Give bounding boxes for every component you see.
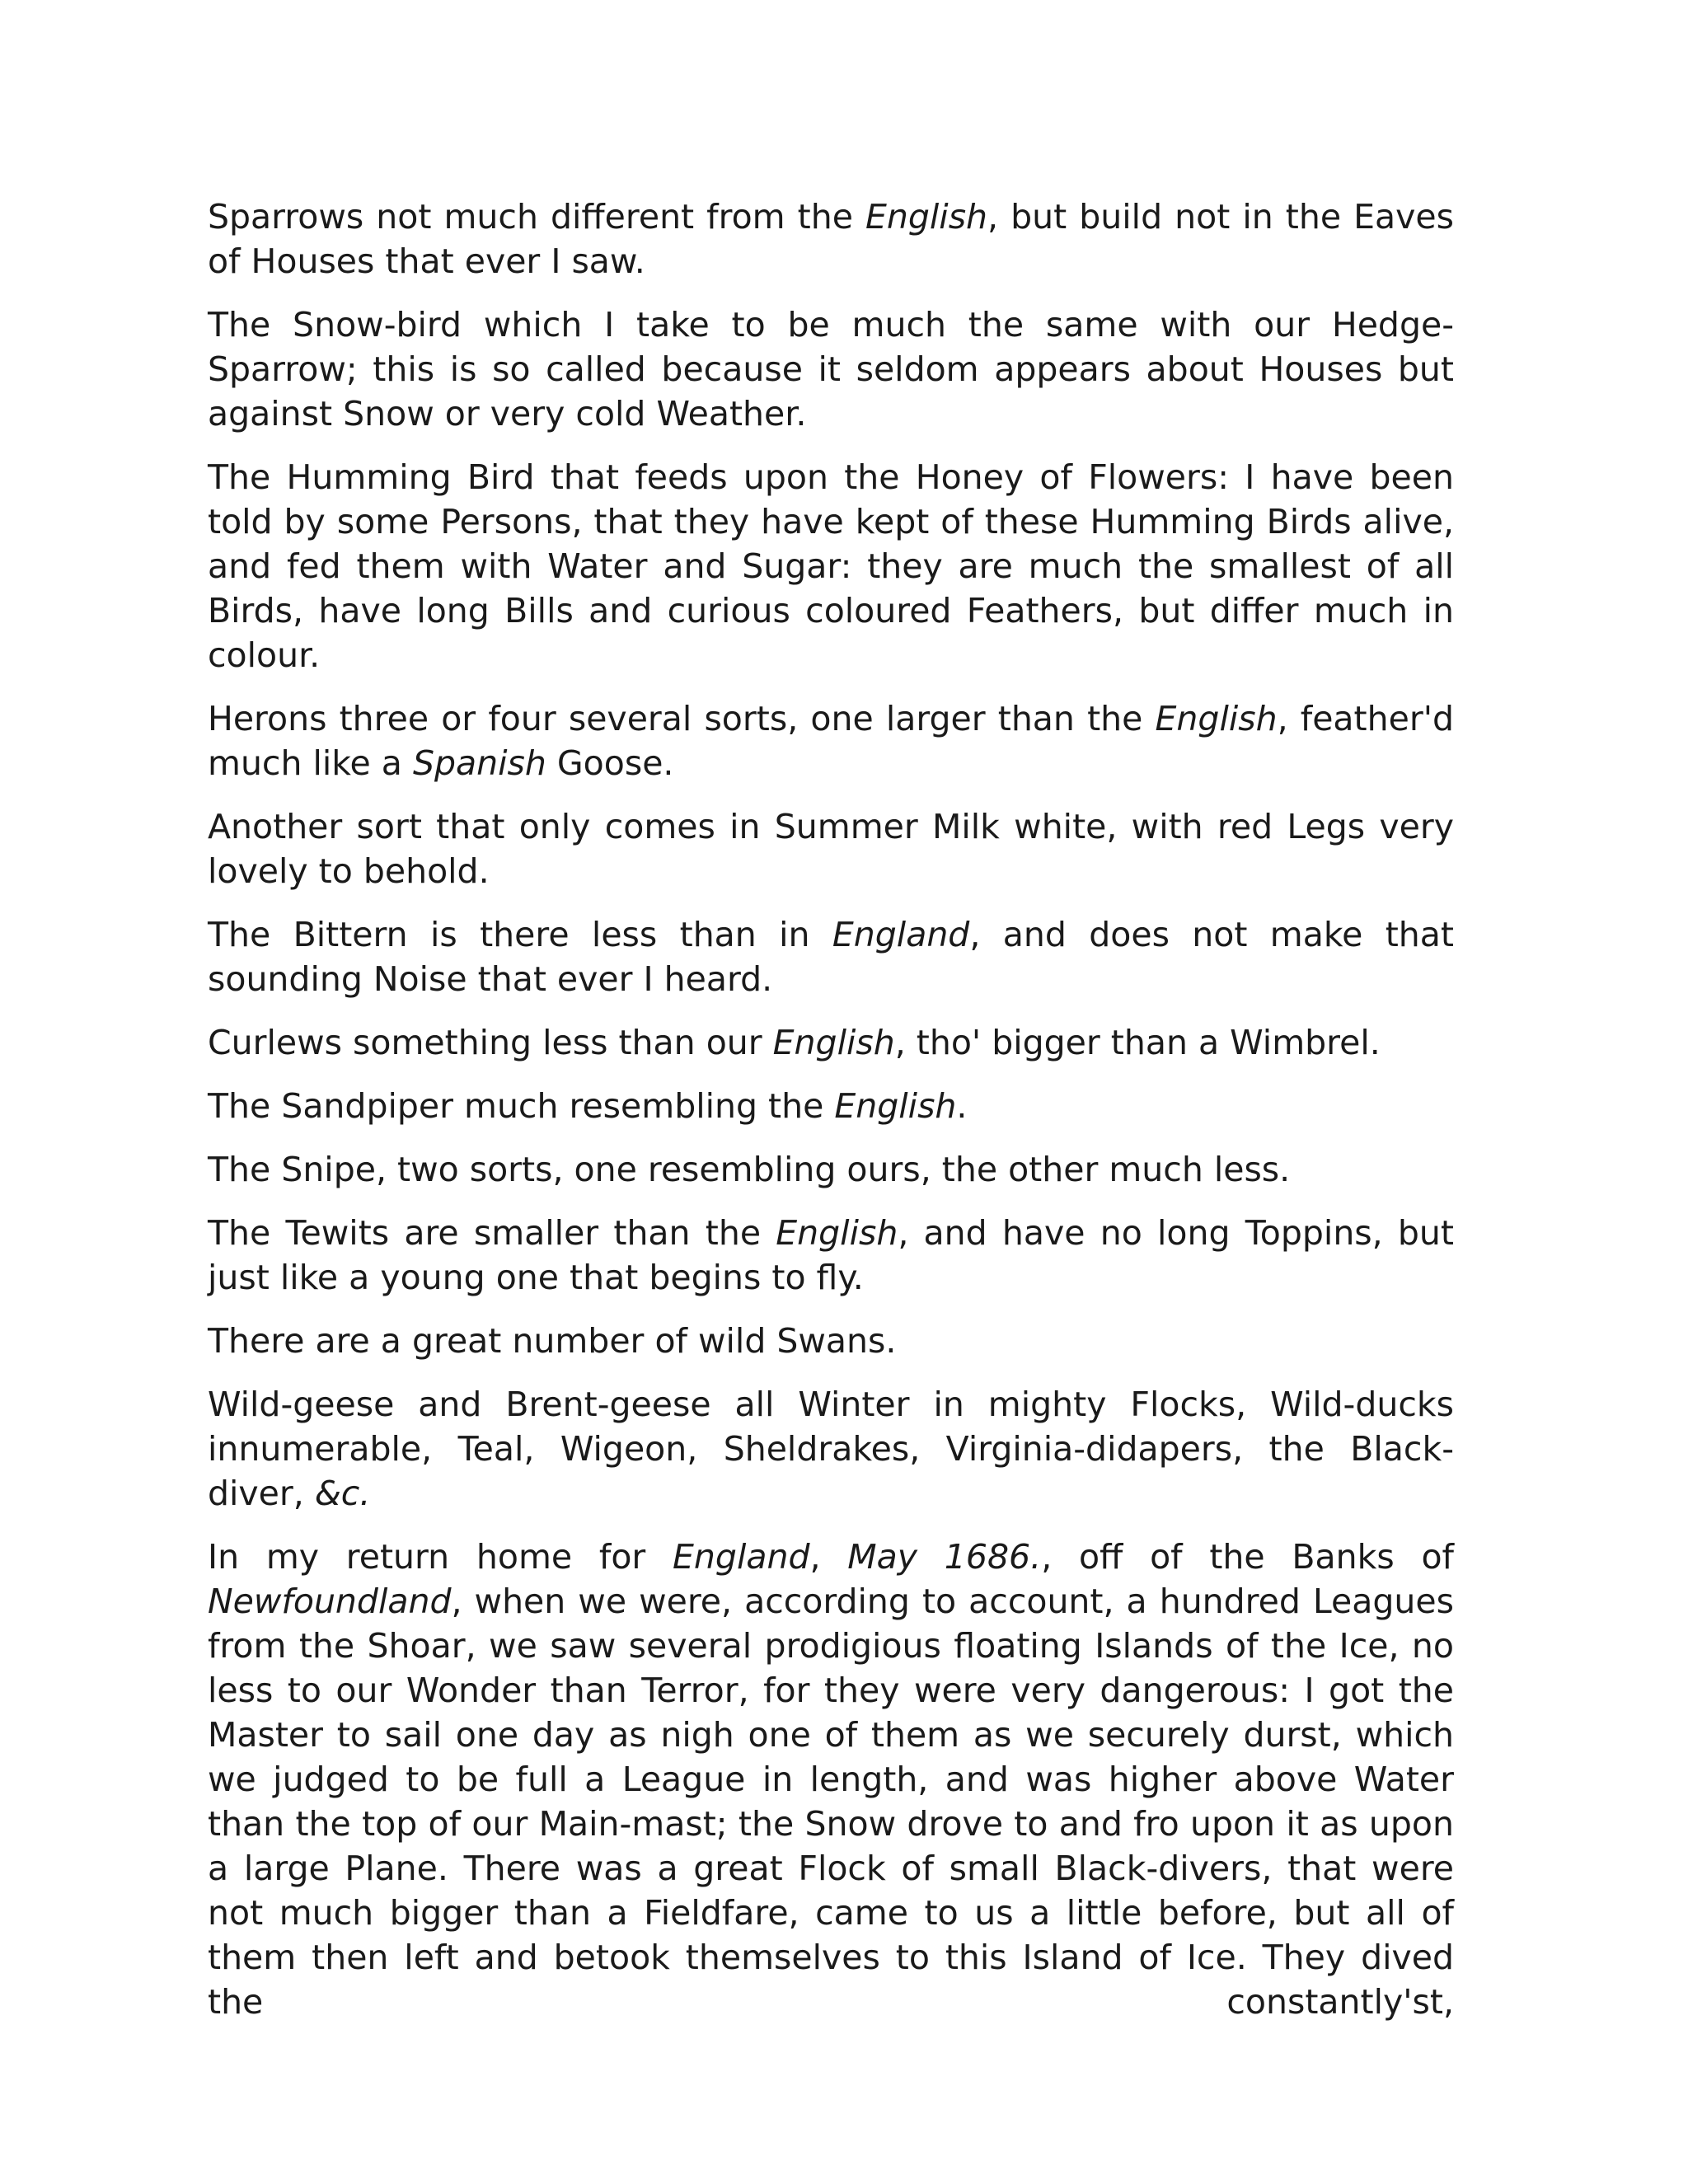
paragraph: [208, 1020, 1454, 1065]
italic-text: English: [772, 1023, 895, 1062]
paragraph: [208, 302, 1454, 436]
document-page: [208, 194, 1454, 2043]
text-run: The Tewits are smaller than the: [208, 1213, 776, 1253]
text-run: The Snow-bird which I take to be much the same with our Hedge-Sparrow; this is so called because it seldom appears about Houses but against Snow or very cold Weather.: [208, 305, 1454, 434]
paragraph: [208, 194, 1454, 284]
text-run: The Humming Bird that feeds upon the Honey of Flowers: I have been told by some Persons, that they have kept of these Humming Birds alive, and fed them with Water and Sugar: they are much the smallest of all Birds, have long Bills and curious coloured Feathers, but differ much in colour.: [208, 457, 1454, 675]
text-run: The Bittern is there less than in: [208, 915, 832, 954]
paragraph: [208, 1147, 1454, 1192]
text-run: , and does not make that sounding Noise that ever I heard.: [208, 915, 1454, 999]
text-run: Sparrows not much different from the: [208, 197, 865, 237]
text-run: Wild-geese and Brent-geese all Winter in mighty Flocks, Wild-ducks innumerable, Teal, Wigeon, Sheldrakes, Virginia-didapers, the Black-diver,: [208, 1385, 1454, 1513]
italic-text: May 1686.: [847, 1537, 1042, 1577]
text-run: Another sort that only comes in Summer Milk white, with red Legs very lovely to behold.: [208, 807, 1454, 891]
text-run: Goose.: [546, 743, 674, 783]
paragraph: [208, 1211, 1454, 1300]
text-run: , feather'd much like a: [208, 699, 1454, 783]
paragraph: [208, 912, 1454, 1001]
text-run: The Snipe, two sorts, one resembling ours, the other much less.: [208, 1150, 1291, 1189]
text-run: Curlews something less than our: [208, 1023, 773, 1062]
italic-text: English: [834, 1086, 957, 1126]
italic-text: English: [1155, 699, 1278, 738]
text-run: , tho' bigger than a Wimbrel.: [894, 1023, 1381, 1062]
italic-text: England: [673, 1537, 810, 1577]
text-run: .: [956, 1086, 968, 1126]
text-run: In my return home for: [208, 1537, 673, 1577]
paragraph: [208, 455, 1454, 677]
italic-text: Newfoundland: [208, 1582, 452, 1621]
paragraph: [208, 1319, 1454, 1363]
text-run: , but build not in the Eaves of Houses that ever I saw.: [208, 197, 1454, 281]
paragraph: [208, 696, 1454, 785]
italic-text: English: [865, 197, 988, 237]
italic-text: English: [776, 1213, 898, 1253]
paragraph: [208, 804, 1454, 893]
paragraph: [208, 1535, 1454, 2024]
text-run: There are a great number of wild Swans.: [208, 1321, 897, 1361]
text-run: , and have no long Toppins, but just like a young one that begins to fly.: [208, 1213, 1454, 1297]
text-run: ,: [809, 1537, 848, 1577]
italic-text: &c.: [314, 1474, 371, 1513]
text-run: , when we were, according to account, a hundred Leagues from the Shoar, we saw several prodigious floating Islands of the Ice, no less to our Wonder than Terror, for they were very dangerous: I got the Master to sail one day as nigh one of them as we securely durst, which we judged to be full a League in length, and was higher above Water than the top of our Main-mast; the Snow drove to and fro upon it as upon a large Plane. There was a great Flock of small Black-divers, that were not much bigger than a Fieldfare, came to us a little before, but all of them then left and betook themselves to this Island of Ice. They dived the constantly'st,: [208, 1582, 1454, 2022]
text-run: Herons three or four several sorts, one larger than the: [208, 699, 1156, 738]
paragraph: [208, 1084, 1454, 1128]
text-run: The Sandpiper much resembling the: [208, 1086, 835, 1126]
paragraph: [208, 1382, 1454, 1516]
text-run: , off of the Banks of: [1041, 1537, 1454, 1577]
italic-text: Spanish: [412, 743, 546, 783]
italic-text: England: [832, 915, 970, 954]
